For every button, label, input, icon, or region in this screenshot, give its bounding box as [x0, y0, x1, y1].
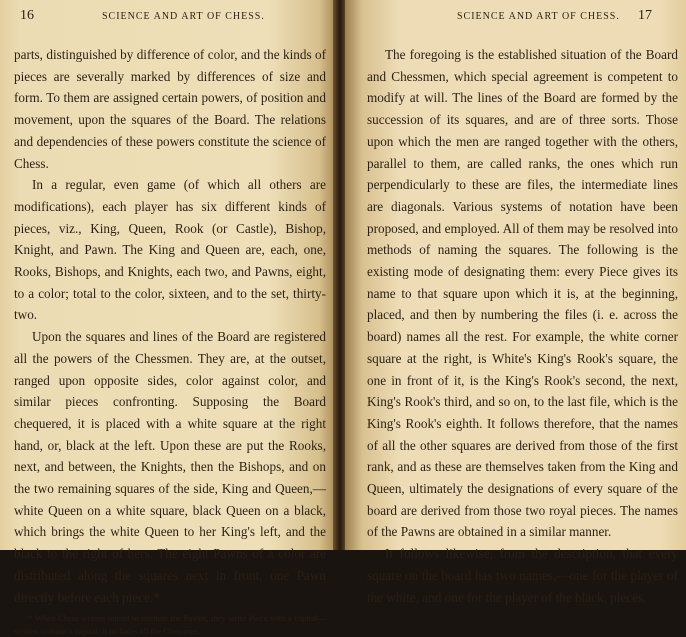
left-page-number: 16 [20, 8, 34, 23]
paragraph: Upon the squares and lines of the Board are registered all the powers of the Chessmen. They are, at the outset, ranged upon opposite sides, color against color, and similar pieces confronting. Supposing the Board chequered, it is placed with a white square at the right hand, or, black at the left. Upon these are put the Rooks, next, and between, the Knights, then the Bishops, and on the two remaining squares of the side, King and Queen,—white Queen on a white square, black Queen on a black, which brings the white Queen to her King's left, and the black to the right of hers. The eight Pawns of a color are distributed along the squares next in front, one Pawn directly before each piece.* [14, 329, 326, 605]
left-page [0, 0, 336, 636]
left-page-header [14, 10, 326, 32]
right-page-body [367, 44, 678, 608]
paragraph: It follows likewise, from the description, that every square on the board has two names,—one for the player of the white, and one for the player of the black, pieces. [367, 546, 678, 605]
paragraph: parts, distinguished by difference of color, and the kinds of pieces are severally marked by differences of size and form. To them are assigned certain powers, of position and movement, upon the squares of the Board. The relations and dependencies of these powers constitute the science of Chess. [14, 47, 326, 171]
right-page-header [367, 10, 678, 32]
right-page-number: 17 [638, 8, 652, 23]
left-page-body [14, 44, 326, 608]
paragraph: In a regular, even game (of which all others are modifications), each player has six different kinds of pieces, viz., King, Queen, Rook (or Castle), Bishop, Knight, and Pawn. The King and Queen are, each, one, Rooks, Bishops, and Knights, each two, and Pawns, eight, to a color; total to the color, sixteen, and to the set, thirty-two. [14, 177, 326, 323]
footnote: * When Chess writers intend to exclude the Pawns, they write Piece with a capital—written without a capital, it includes all the Chessmen. [14, 613, 326, 636]
paragraph: The foregoing is the established situation of the Board and Chessmen, which special agreement is competent to modify at will. The lines of the Board are formed by the succession of its squares, and are of three sorts. Those upon which the men are ranged together with the others, parallel to them, are called ranks, the ones which run perpendicularly to these are files, the intermediate lines are diagonals. Various systems of notation have been proposed, and employed. All of them may be resolved into methods of naming the squares. The following is the existing mode of designating them: every Piece gives its name to that square upon which it is, at the beginning, placed, and then by numbering the files (i. e. across the board) names all the rest. For example, the white corner square at the right, is White's King's Rook's square, the one in front of it, is the King's Rook's second, the next, King's Rook's third, and so on, to the last file, which is the King's Rook's eighth. It follows therefore, that the names of all the other squares are derived from those of the first rank, and as these are themselves taken from the King and Queen, ultimately the designations of every square of the board are derived from those two royal pieces. The names of the Pawns are obtained in a similar manner. [367, 47, 678, 540]
left-running-head: SCIENCE AND ART OF CHESS. [102, 11, 265, 22]
right-running-head: SCIENCE AND ART OF CHESS. [457, 11, 620, 22]
right-page [345, 0, 686, 605]
